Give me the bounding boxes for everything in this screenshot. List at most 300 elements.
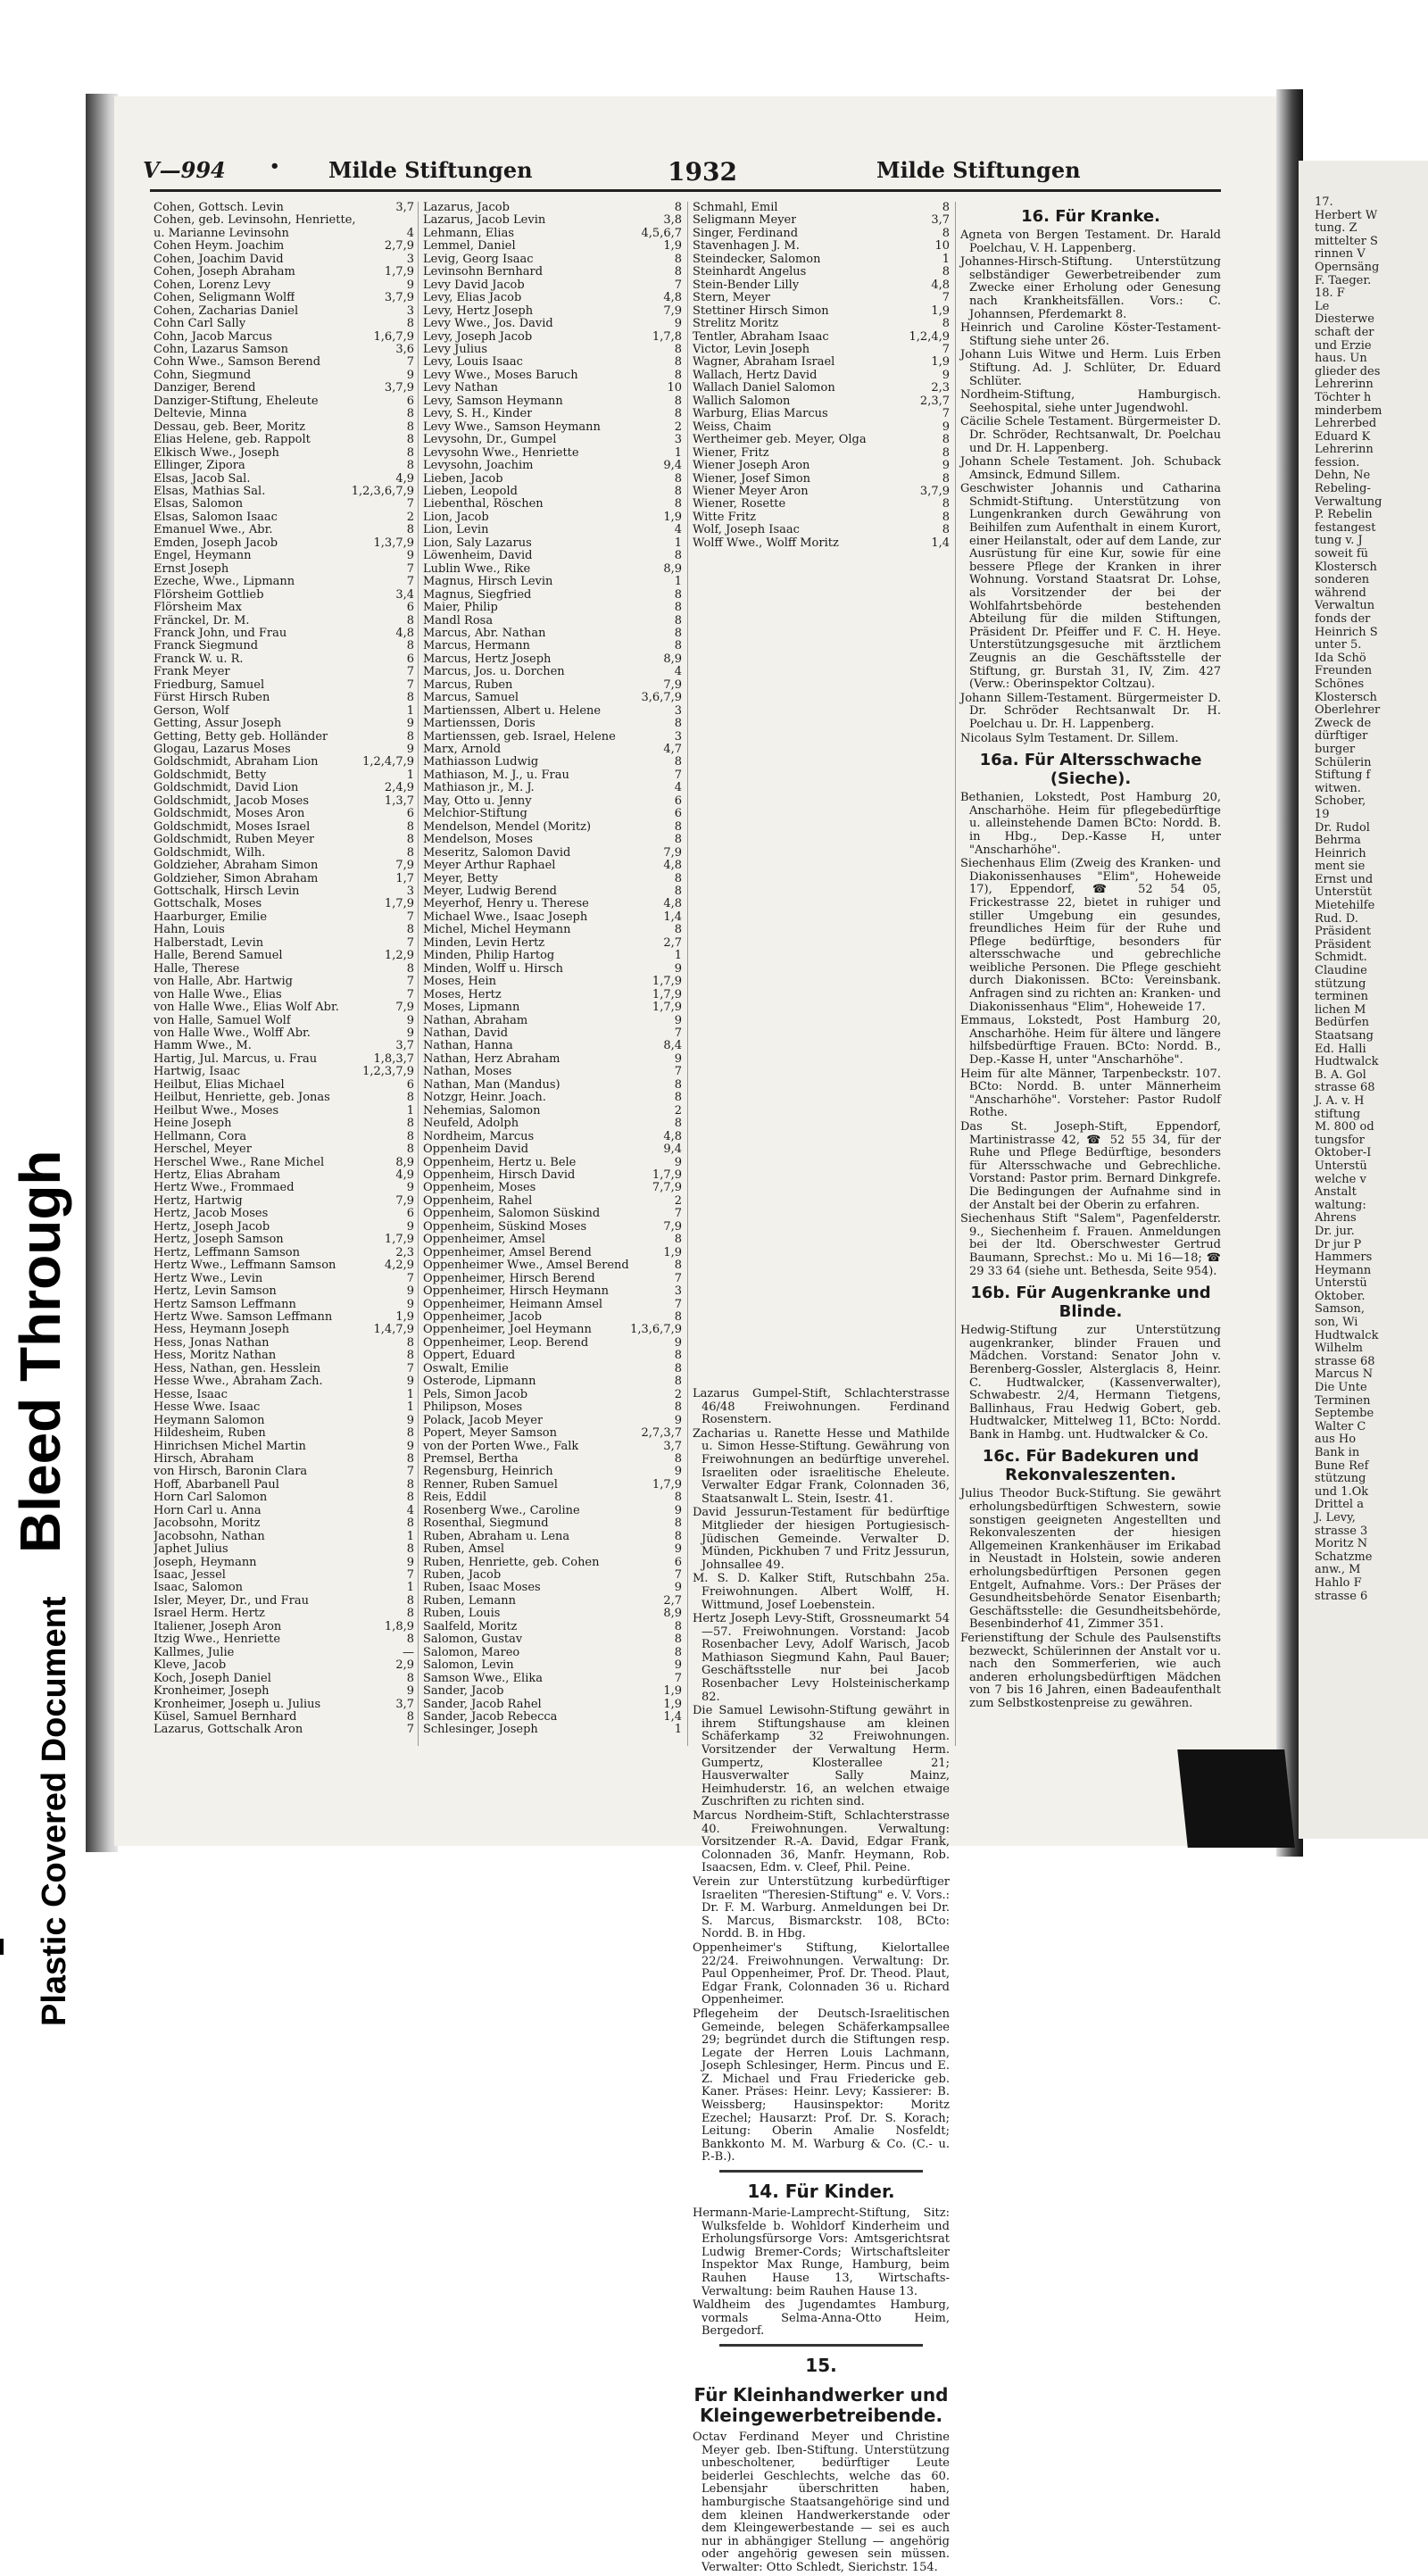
next-page-text: rinnen V [1315,247,1366,262]
entry-codes: 1,4 [663,1711,682,1724]
entry-codes: 9 [406,278,414,292]
index-entry [423,240,682,253]
entry-codes: 4,5,6,7 [641,227,682,240]
entry-name: von Halle, Samuel Wolf [154,1014,291,1027]
index-entry [423,1273,682,1285]
index-entry [423,421,682,434]
entry-name: Renner, Ruben Samuel [423,1478,558,1492]
entry-name: Halberstadt, Levin [154,936,264,950]
next-page-text: 19 [1315,807,1330,821]
next-page-text: Töchter h [1315,390,1372,404]
next-page-text: tungsfor [1315,1133,1365,1147]
entry-name: Regensburg, Heinrich [423,1466,553,1479]
next-page-text: Die Unte [1315,1381,1367,1395]
index-entry [154,898,414,910]
entry-name: Magnus, Hirsch Levin [423,576,553,589]
entry-name: Gottschalk, Moses [154,898,262,911]
entry-codes: 1,4 [931,536,950,550]
index-entry [423,1569,682,1582]
entry-name: Tentler, Abraham Isaac [693,330,829,344]
entry-name: Minden, Philip Hartog [423,950,555,963]
entry-codes: 9 [674,1466,682,1479]
entry-paragraph: Nordheim-Stiftung, Hamburgisch. Seehospital, siehe unter Jugendwohl. [960,388,1221,415]
entry-codes: 8 [674,872,682,885]
index-entry [423,1221,682,1234]
index-entry [423,1543,682,1556]
index-entry [423,1092,682,1104]
next-page-text: Zweck de [1315,716,1372,730]
entry-codes: 7 [406,976,414,989]
entry-codes [411,214,414,227]
entry-name: Ruben, Isaac Moses [423,1582,541,1595]
entry-paragraph: Heim für alte Männer, Tarpenbeckstr. 107. BCto: Nordd. B. unter Männerheim "Anscharhöhe". Vorsteher: Pastor Rudolf Rothe. [960,1067,1221,1120]
entry-name: Kronheimer, Joseph u. Julius [154,1698,321,1711]
entry-name: Magnus, Siegfried [423,588,532,602]
index-entry [423,1015,682,1027]
entry-codes: 7,9 [663,1220,682,1234]
entry-codes: 8 [942,472,950,486]
index-entry [423,963,682,976]
next-page-text: Stiftung f [1315,769,1371,783]
next-page-text: waltung: [1315,1198,1366,1212]
entry-codes: 9 [406,1414,414,1427]
next-page-text: son, Wi [1315,1316,1358,1330]
entry-codes: 7,9 [663,678,682,692]
index-entry [154,1531,414,1543]
index-entry [423,1259,682,1272]
entry-codes: 8 [674,266,682,279]
entry-name: Philipson, Moses [423,1401,523,1415]
next-page-text: Bank in [1315,1446,1360,1459]
entry-name: Oppenheimer, Jacob [423,1310,543,1324]
next-page-text: Terminen [1315,1393,1371,1408]
entry-name: Hertz Wwe., Levin [154,1272,263,1285]
entry-name: Oswalt, Emilie [423,1362,509,1375]
entry-name: Elias Helene, geb. Rappolt [154,434,311,447]
entry-codes: 9 [674,1659,682,1673]
index-entry [154,498,414,511]
entry-name: Pels, Simon Jacob [423,1388,528,1401]
next-page-text: Opernsäng [1315,260,1380,274]
entry-name: Cohn Carl Sally [154,318,246,331]
next-page-text: lichen M [1315,1002,1366,1017]
entry-codes: 3,7 [931,214,950,228]
index-entry [423,718,682,730]
entry-codes: 8 [406,1130,414,1143]
entry-codes: 9 [406,1375,414,1389]
entry-name: Goldzieher, Abraham Simon [154,860,319,873]
index-entry [423,873,682,885]
index-entry [154,834,414,846]
entry-codes: 8 [406,1672,414,1685]
next-page-text: strasse 6 [1315,1589,1368,1603]
index-entry [154,1001,414,1014]
entry-name: Küsel, Samuel Bernhard [154,1711,297,1724]
next-page-text: Verwaltun [1315,599,1375,613]
entry-paragraph: Hermann-Marie-Lamprecht-Stiftung, Sitz: Wulksfelde b. Wohldorf Kinderheim und Erholungsfürsorge Vors: Amtsgerichtsrat Ludwig Bremer-Cords; Wirtschaftsleiter Inspektor Max Runge, Hamburg, beim Rauhen Hause 13, Wirtschafts-Verwaltung: beim Rauhen Hause 13. [693,2206,950,2298]
entry-codes: 2 [674,1104,682,1118]
entry-codes: 1,7,9 [652,976,682,989]
index-entry [154,460,414,472]
entry-codes: 7 [406,910,414,924]
entry-codes: 8 [674,408,682,421]
entry-name: Wallach, Hertz David [693,369,818,382]
index-entry [693,214,950,227]
entry-name: Glogau, Lazarus Moses [154,744,291,757]
entry-codes: 8 [406,820,414,834]
index-entry [423,1647,682,1659]
index-entry [154,1285,414,1298]
entry-codes: 8 [674,1350,682,1363]
entry-paragraph: Ferienstiftung der Schule des Paulsenstifts bezweckt, Schülerinnen der Anstalt vor u. nach den Sommerferien, wie auch anderen erholungsbedürftigen Mädchen von 7 bis 16 Jahren, einen Badeaufenthalt zum Selbstkostenpreise zu gewähren. [960,1632,1221,1710]
entry-name: Salomon, Levin [423,1659,514,1673]
index-entry [154,1595,414,1608]
section-separator [719,2344,923,2347]
edge-mark [0,1939,4,1955]
next-page-text: Hudtwalck [1315,1328,1379,1342]
index-entry [423,1324,682,1336]
entry-name: Levy Wwe., Moses Baruch [423,369,578,382]
index-entry [423,666,682,678]
index-entry [154,344,414,356]
entry-codes: 1,7,9 [384,266,414,279]
entry-codes: 3 [674,1285,682,1299]
entry-codes: 7 [674,1672,682,1685]
entry-codes: 7 [674,1208,682,1221]
index-entry [154,1299,414,1311]
entry-name: Hoff, Abarbanell Paul [154,1478,279,1492]
entry-codes: 8 [406,1633,414,1647]
entry-codes: 8 [406,1492,414,1505]
entry-codes: 1,2,3,6,7,9 [351,485,414,498]
entry-name: Heymann Salomon [154,1414,265,1427]
index-entry [154,473,414,486]
entry-name: Oppenheimer, Amsel [423,1234,545,1247]
index-entry [423,795,682,808]
entry-codes: 8 [942,511,950,524]
entry-paragraph: Johann Luis Witwe und Herm. Luis Erben Stiftung. Ad. J. Schlüter, Dr. Eduard Schlüter. [960,348,1221,388]
entry-codes: 1,2,9 [384,950,414,963]
entry-codes: 1,9 [663,1698,682,1711]
entry-codes: 4 [406,1504,414,1517]
entry-name: Hertz, Joseph Jacob [154,1220,270,1234]
entry-name: Hertz Wwe., Frommaed [154,1182,295,1195]
index-entry [154,331,414,344]
next-page-text: minderbem [1315,403,1382,418]
entry-codes: 1,7,9 [652,1001,682,1015]
index-entry [423,1659,682,1672]
entry-codes: 4 [674,782,682,795]
entry-name: Nehemias, Salomon [423,1104,541,1118]
entry-name: Flörsheim Gottlieb [154,588,264,602]
bleed-through-label: Bleed Through [8,1150,72,1553]
entry-codes: 7,9 [663,304,682,318]
entry-codes: 1,2,3,7,9 [362,1066,414,1079]
entry-codes: 1 [406,704,414,718]
next-page-text: Moritz N [1315,1537,1368,1551]
entry-name: Ruben, Jacob [423,1569,502,1583]
index-entry [693,486,950,498]
index-entry [423,460,682,472]
entry-codes: 8 [406,524,414,537]
index-entry [693,305,950,318]
entry-codes: 8 [406,1118,414,1131]
entry-codes: 8 [674,614,682,627]
entry-codes: 9,4 [663,1143,682,1157]
index-entry [154,1324,414,1336]
index-entry [154,873,414,885]
entry-codes: 7 [674,278,682,292]
entry-codes: 8 [674,369,682,382]
entry-codes: 8 [942,202,950,214]
index-entry [423,692,682,704]
entry-name: Lazarus, Jacob Levin [423,214,546,228]
entry-name: Levy, S. H., Kinder [423,408,533,421]
next-page-text: Marcus N [1315,1367,1374,1382]
next-page-text: Schatzme [1315,1550,1373,1564]
index-entry [423,1466,682,1478]
entry-name: Levy Julius [423,343,488,356]
index-entry [423,924,682,936]
entry-name: Cohen, Joseph Abraham [154,266,295,279]
index-entry [423,253,682,266]
entry-name: Flörsheim Max [154,602,242,615]
entry-name: Polack, Jacob Meyer [423,1414,544,1427]
entry-codes: 8 [674,1401,682,1415]
entry-name: Minden, Wolff u. Hirsch [423,962,563,976]
entry-codes: 9 [942,369,950,382]
index-entry [154,1389,414,1401]
entry-codes: 3 [674,704,682,718]
entry-codes: 9 [674,1543,682,1557]
name-index-column-2 [423,202,682,1737]
entry-paragraph: Bethanien, Lokstedt, Post Hamburg 20, Anscharhöhe. Heim für pflegebedürftige u. alleinstehende Damen BCto: Nordd. B. in Hbg., Dep.-Kasse H, unter "Anscharhöhe". [960,791,1221,857]
index-entry [154,602,414,614]
entry-codes: 8 [674,1092,682,1105]
next-page-text: Heinrich S [1315,625,1378,639]
entry-codes: 1,9 [931,304,950,318]
entry-name: von der Porten Wwe., Falk [423,1440,579,1453]
entry-name: Heilbut Wwe., Moses [154,1104,279,1118]
index-entry [423,911,682,924]
entry-codes: 7 [406,678,414,692]
index-entry [154,1711,414,1724]
entry-name: Mathiason jr., M. J. [423,782,535,795]
entry-codes: 7,9 [395,1001,414,1015]
entry-codes: 8,9 [395,1156,414,1169]
entry-name: Elsas, Jacob Sal. [154,472,251,486]
entry-name: Hartwig, Isaac [154,1066,240,1079]
entry-name: Hertz Wwe. Samson Leffmann [154,1310,333,1324]
index-entry [423,1724,682,1736]
entry-name: Levy, Louis Isaac [423,356,523,370]
entry-name: Oppenheim, Hertz u. Bele [423,1156,577,1169]
entry-name: Hess, Nathan, gen. Hesslein [154,1362,321,1375]
index-entry [423,305,682,318]
entry-name: Hesse Wwe., Abraham Zach. [154,1375,323,1389]
entry-name: Rosenberg Wwe., Caroline [423,1504,580,1517]
entry-codes: 7 [942,343,950,356]
entry-name: Hertz Wwe., Leffmann Samson [154,1259,336,1273]
index-entry [423,769,682,782]
entry-codes: 1,4,7,9 [373,1324,414,1337]
entry-name: Liebenthal, Röschen [423,498,544,511]
entry-name: Hellmann, Cora [154,1130,247,1143]
entry-codes: 9 [406,1182,414,1195]
entry-name: Lion, Saly Lazarus [423,536,532,550]
entry-name: Hesse, Isaac [154,1388,228,1401]
entry-name: Danziger-Stiftung, Eheleute [154,395,319,408]
entry-paragraph: Zacharias u. Ranette Hesse und Mathilde u. Simon Hesse-Stiftung. Gewährung von Freiwohnungen an bedürftige unverehel. Israeliten oder israelitische Eheleute. Verwalter Edgar Frank, Colonnaden 36, Staatsanwalt L. Stein, Isestr. 41. [693,1426,950,1506]
entry-name: Nathan, Herz Abraham [423,1052,560,1066]
index-entry [423,1531,682,1543]
next-page-text: glieder des [1315,364,1381,378]
next-page-text: Heymann [1315,1263,1372,1277]
entry-name: Horn Carl Salomon [154,1492,268,1505]
entry-codes: 1,7,9 [652,1168,682,1182]
next-page-text: Claudine [1315,964,1367,978]
index-entry [423,1299,682,1311]
entry-codes: 1,3,6,7,9 [630,1324,682,1337]
entry-codes: 8 [406,692,414,705]
entry-codes: 6 [674,1556,682,1569]
entry-name: Meyer Arthur Raphael [423,860,556,873]
header-title-left: Milde Stiftungen [328,157,533,183]
entry-name: Gottschalk, Hirsch Levin [154,885,300,899]
index-entry [423,602,682,614]
next-page-text: burger [1315,742,1356,756]
entry-codes: 3 [406,253,414,266]
index-entry [423,744,682,756]
index-entry [154,627,414,640]
index-entry [423,1066,682,1078]
entry-name: Ernst Joseph [154,562,229,576]
entry-codes: 8 [674,718,682,731]
column-divider [955,202,956,1746]
index-entry [154,1311,414,1324]
index-entry [154,356,414,369]
next-page-text: witwen. [1315,781,1361,795]
index-entry [154,1234,414,1246]
entry-codes: 8 [942,446,950,460]
entry-name: Kronheimer, Joseph [154,1685,270,1699]
index-entry [154,1543,414,1556]
next-page-text: während [1315,586,1366,600]
entry-name: Salomon, Mareo [423,1646,520,1659]
index-entry [693,434,950,446]
entry-codes: 1 [674,1724,682,1737]
entry-name: Jacobsohn, Moritz [154,1517,261,1531]
next-page-text: Herbert W [1315,208,1378,222]
index-entry [154,1505,414,1517]
entry-name: Cohen, Seligmann Wolff [154,292,295,305]
entry-name: Hartig, Jul. Marcus, u. Frau [154,1052,318,1066]
entry-name: Notzgr, Heinr. Joach. [423,1092,546,1105]
entry-name: Saalfeld, Moritz [423,1620,518,1633]
next-page-text: Klostersch [1315,560,1377,574]
entry-name: Isaac, Jessel [154,1569,226,1583]
next-page-text: J. A. v. H [1315,1093,1365,1108]
entry-codes: 8 [406,1517,414,1531]
entry-codes: 3,7,9 [919,485,950,498]
next-page-text: strasse 68 [1315,1354,1375,1368]
entry-codes: 6 [674,794,682,808]
entry-codes: 8 [406,1452,414,1466]
entry-codes: 2 [674,1388,682,1401]
entry-paragraph: Hertz Joseph Levy-Stift, Grossneumarkt 54—57. Freiwohnungen. Vorstand: Jacob Rosenbacher Levy, Adolf Warisch, Jacob Mathiason Siegmund Kahn, Paul Bauer; Geschäftsstelle nur bei Jacob Rosenbacher Levy Holsteinischerkamp 82. [693,1612,950,1704]
index-entry [423,473,682,486]
entry-codes: 8 [406,1350,414,1363]
entry-name: Lazarus, Jacob [423,202,510,214]
entry-name: Halle, Berend Samuel [154,950,283,963]
index-entry [154,1169,414,1182]
next-page-text: Rebeling- [1315,482,1371,496]
entry-codes: 2 [674,1194,682,1208]
entry-codes: 8 [674,1530,682,1543]
entry-codes: 3,7 [395,1698,414,1711]
index-entry [423,382,682,395]
entry-codes: 1,7,9 [384,1234,414,1247]
entry-codes: 7 [406,498,414,511]
next-page-text: strasse 3 [1315,1524,1368,1538]
entry-name: Ruben, Amsel [423,1543,505,1557]
index-entry [154,589,414,602]
entry-name: Nathan, Hanna [423,1040,513,1053]
index-entry [154,395,414,408]
index-entry [693,228,950,240]
entry-name: Deltevie, Minna [154,408,247,421]
entry-name: Seligmann Meyer [693,214,797,228]
entry-codes: 8 [674,627,682,640]
entry-name: Elsas, Mathias Sal. [154,485,266,498]
index-entry [693,524,950,536]
entry-codes: 9 [674,1504,682,1517]
index-entry [154,1673,414,1685]
index-entry [423,344,682,356]
section-heading-15-number: 15. [805,2354,837,2376]
next-page-text: Schober, [1315,794,1366,809]
entry-name: Haarburger, Emilie [154,910,268,924]
entry-codes: 3,6,7,9 [641,692,682,705]
entry-name: Hertz, Elias Abraham [154,1168,281,1182]
entry-name: Ezeche, Wwe., Lipmann [154,576,295,589]
entry-name: Mendelson, Mendel (Moritz) [423,820,592,834]
entry-codes: 3 [674,730,682,744]
entry-codes: 8 [406,1478,414,1492]
index-entry [154,1699,414,1711]
entry-name: Oppenheimer, Hirsch Heymann [423,1285,610,1299]
entry-codes: 8 [406,1608,414,1621]
entry-name: Hess, Heymann Joseph [154,1324,290,1337]
entry-codes: 8 [674,1620,682,1633]
next-page-text: Ed. Halli [1315,1042,1366,1056]
index-entry [154,795,414,808]
index-entry [154,615,414,627]
entry-name: Schlesinger, Joseph [423,1724,538,1737]
index-entry [154,1157,414,1169]
name-index-column-3 [693,202,950,550]
index-entry [423,847,682,860]
entry-name: Meyer, Betty [423,872,499,885]
index-entry [423,1505,682,1517]
entry-codes: 3,6 [395,343,414,356]
section-heading-16b: 16b. Für Augenkranke und Blinde. [970,1284,1211,1322]
next-page-text: Ida Schö [1315,651,1366,665]
index-entry [423,214,682,227]
index-entry [423,1001,682,1014]
index-entry [154,1401,414,1414]
index-entry [423,1633,682,1646]
